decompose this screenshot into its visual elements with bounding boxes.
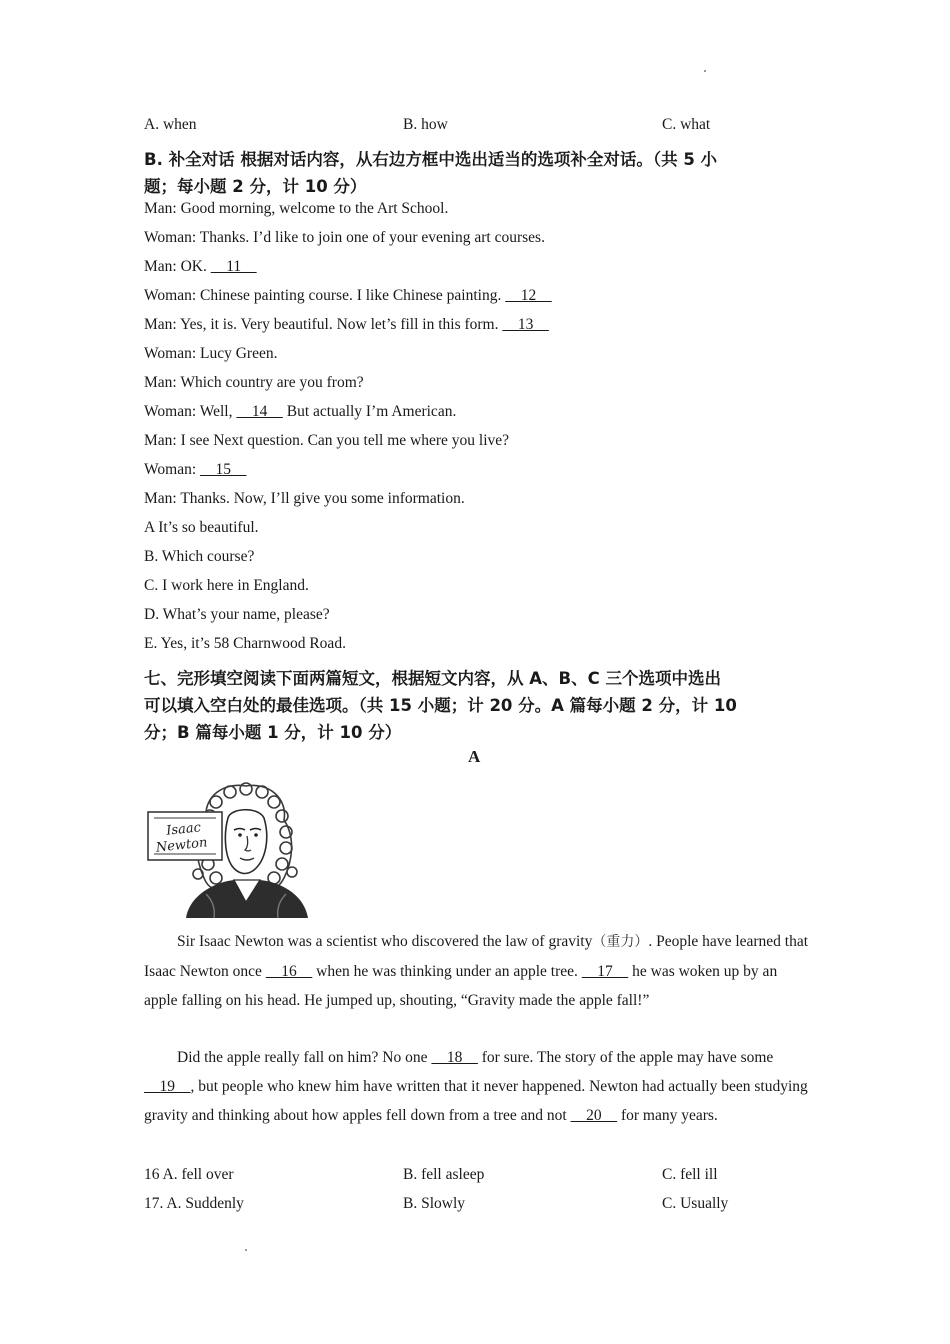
blank-20: 20 — [570, 1107, 618, 1124]
blank-11: 11 — [210, 258, 257, 275]
blank-17: 17 — [581, 963, 629, 980]
choice-b: B. Which course? — [144, 548, 255, 565]
q10-option-c: C. what — [662, 116, 711, 133]
dialogue-line: Man: I see Next question. Can you tell me where you live? — [144, 432, 510, 449]
passage-a-paragraph-1: Sir Isaac Newton was a scientist who discovered the law of gravity（重力）. People have learned that Isaac Newton once 16 when he was thinking under an apple tree. 17 he was woken up by an apple falling on his head. He jumped up, shouting, “Gravity made the apple fall!” — [144, 933, 809, 1009]
dialogue-line: Woman: Thanks. I’d like to join one of your evening art courses. — [144, 229, 545, 246]
dialogue-line: Man: Which country are you from? — [144, 374, 364, 391]
q10-option-a: A. when — [144, 116, 197, 133]
blank-16: 16 — [265, 963, 313, 980]
section-b-title-line2: 题；每小题 2 分，计 10 分） — [144, 177, 367, 196]
passage-a-heading: A — [468, 747, 481, 766]
passage-a-paragraph-2: Did the apple really fall on him? No one 18 for sure. The story of the apple may have some 19 , but people who knew him have written that it never happened. Newton had actually been studying gravity and thinking about how apples fell down from a tree and not 20 for many years. — [144, 1049, 808, 1124]
q17-option-c: C. Usually — [662, 1195, 729, 1212]
dialogue-line: Man: Thanks. Now, I’ll give you some information. — [144, 490, 465, 507]
choice-c: C. I work here in England. — [144, 577, 309, 594]
scan-dot — [704, 70, 706, 72]
blank-19: 19 — [144, 1078, 191, 1095]
section-7-title-line1: 七、完形填空阅读下面两篇短文，根据短文内容，从 A、B、C 三个选项中选出 — [144, 669, 721, 688]
isaac-newton-illustration — [146, 778, 314, 920]
dialogue-line: Woman: 15 — [144, 461, 247, 478]
dialogue-line: Woman: Chinese painting course. I like Chinese painting. 12 — [144, 287, 552, 304]
blank-13: 13 — [502, 316, 549, 333]
svg-text:Newton: Newton — [155, 835, 209, 856]
q16-option-b: B. fell asleep — [403, 1166, 485, 1183]
choice-d: D. What’s your name, please? — [144, 606, 330, 623]
blank-14: 14 — [236, 403, 283, 420]
q16-options — [144, 1166, 824, 1188]
scan-dot — [245, 1249, 247, 1251]
dialogue-line: Man: Good morning, welcome to the Art School. — [144, 200, 449, 217]
q16-option-a: 16 A. fell over — [144, 1166, 234, 1183]
q16-option-c: C. fell ill — [662, 1166, 718, 1183]
q17-options — [144, 1195, 824, 1217]
q17-option-b: B. Slowly — [403, 1195, 466, 1212]
dialogue-line: Woman: Well, 14 But actually I’m American. — [144, 403, 457, 420]
q10-option-b: B. how — [403, 116, 448, 133]
q17-option-a: 17. A. Suddenly — [144, 1195, 244, 1212]
dialogue-line: Woman: Lucy Green. — [144, 345, 278, 362]
dialogue-line: Man: Yes, it is. Very beautiful. Now let’s fill in this form. 13 — [144, 316, 549, 333]
section-7-title-line2: 可以填入空白处的最佳选项。（共 15 小题；计 20 分。A 篇每小题 2 分，计 10 — [144, 696, 737, 715]
choice-e: E. Yes, it’s 58 Charnwood Road. — [144, 635, 346, 652]
blank-15: 15 — [200, 461, 247, 478]
blank-18: 18 — [431, 1049, 478, 1066]
section-b-title-line1: B. 补全对话 根据对话内容，从右边方框中选出适当的选项补全对话。（共 5 小 — [144, 150, 718, 169]
q10-options — [144, 116, 824, 138]
section-7-title-line3: 分；B 篇每小题 1 分，计 10 分） — [144, 723, 402, 742]
choice-a: A It’s so beautiful. — [144, 519, 259, 536]
blank-12: 12 — [505, 287, 552, 304]
svg-text:Isaac: Isaac — [165, 820, 202, 839]
dialogue-line: Man: OK. 11 — [144, 258, 257, 275]
